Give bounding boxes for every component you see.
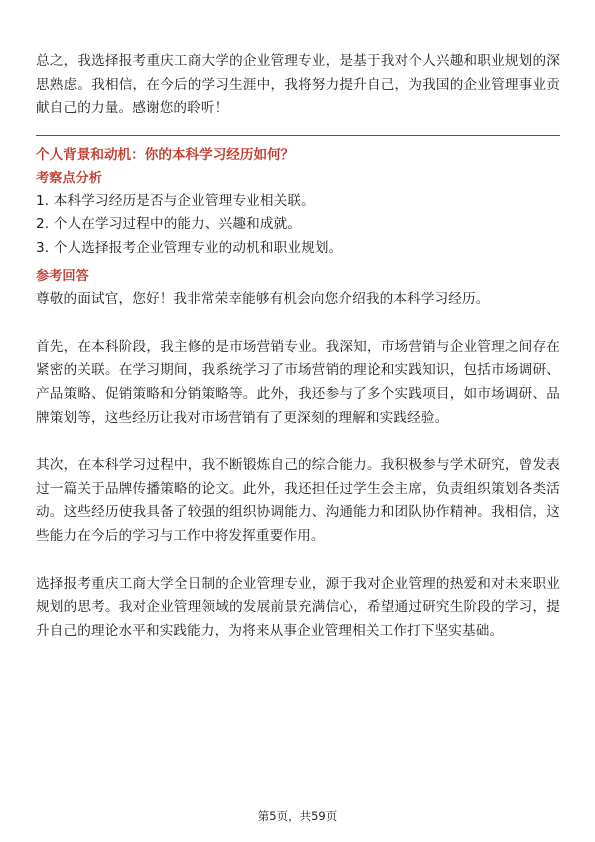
- answer-paragraph-greeting: 尊敬的面试官，您好！我非常荣幸能够有机会向您介绍我的本科学习经历。: [36, 291, 490, 308]
- analysis-point: 3. 个人选择报考企业管理专业的动机和职业规划。: [36, 239, 343, 256]
- analysis-point: 2. 个人在学习过程中的能力、兴趣和成就。: [36, 216, 302, 233]
- analysis-list: [36, 190, 560, 261]
- page-footer: 第5页，共59页: [257, 809, 338, 823]
- analysis-point: 1. 本科学习经历是否与企业管理专业相关联。: [36, 192, 315, 209]
- document-page: [36, 50, 560, 643]
- question-title: 个人背景和动机：你的本科学习经历如何？: [36, 146, 295, 163]
- answer-paragraph-first: 首先，在本科阶段，我主修的是市场营销专业。我深知，市场营销与企业管理之间存在紧密的关联。在学习期间，我系统学习了市场营销的理论和实践知识，包括市场调研、产品策略、促销策略和分销策略等。此外，我还参与了多个实践项目，如市场调研、品牌策划等，这些经历让我对市场营销有了更深刻的理解和实践经验。: [36, 338, 560, 426]
- analysis-heading: 考察点分析: [36, 170, 102, 186]
- answer-paragraph-second: 其次，在本科学习过程中，我不断锻炼自己的综合能力。我积极参与学术研究，曾发表过一篇关于品牌传播策略的论文。此外，我还担任过学生会主席，负责组织策划各类活动。这些经历使我具备了较强的组织协调能力、沟通能力和团队协作精神。我相信，这些能力在今后的学习与工作中将发挥重要作用。: [36, 457, 560, 545]
- intro-paragraph: 总之，我选择报考重庆工商大学的企业管理专业，是基于我对个人兴趣和职业规划的深思熟虑。我相信，在今后的学习生涯中，我将努力提升自己，为我国的企业管理事业贡献自己的力量。感谢您的聆听！: [36, 53, 560, 117]
- answer-heading: 参考回答: [36, 269, 89, 285]
- section-divider: [36, 135, 560, 136]
- answer-paragraph-motivation: 选择报考重庆工商大学全日制的企业管理专业，源于我对企业管理的热爱和对未来职业规划的思考。我对企业管理领域的发展前景充满信心，希望通过研究生阶段的学习，提升自己的理论水平和实践能力，为将来从事企业管理相关工作打下坚实基础。: [36, 575, 560, 639]
